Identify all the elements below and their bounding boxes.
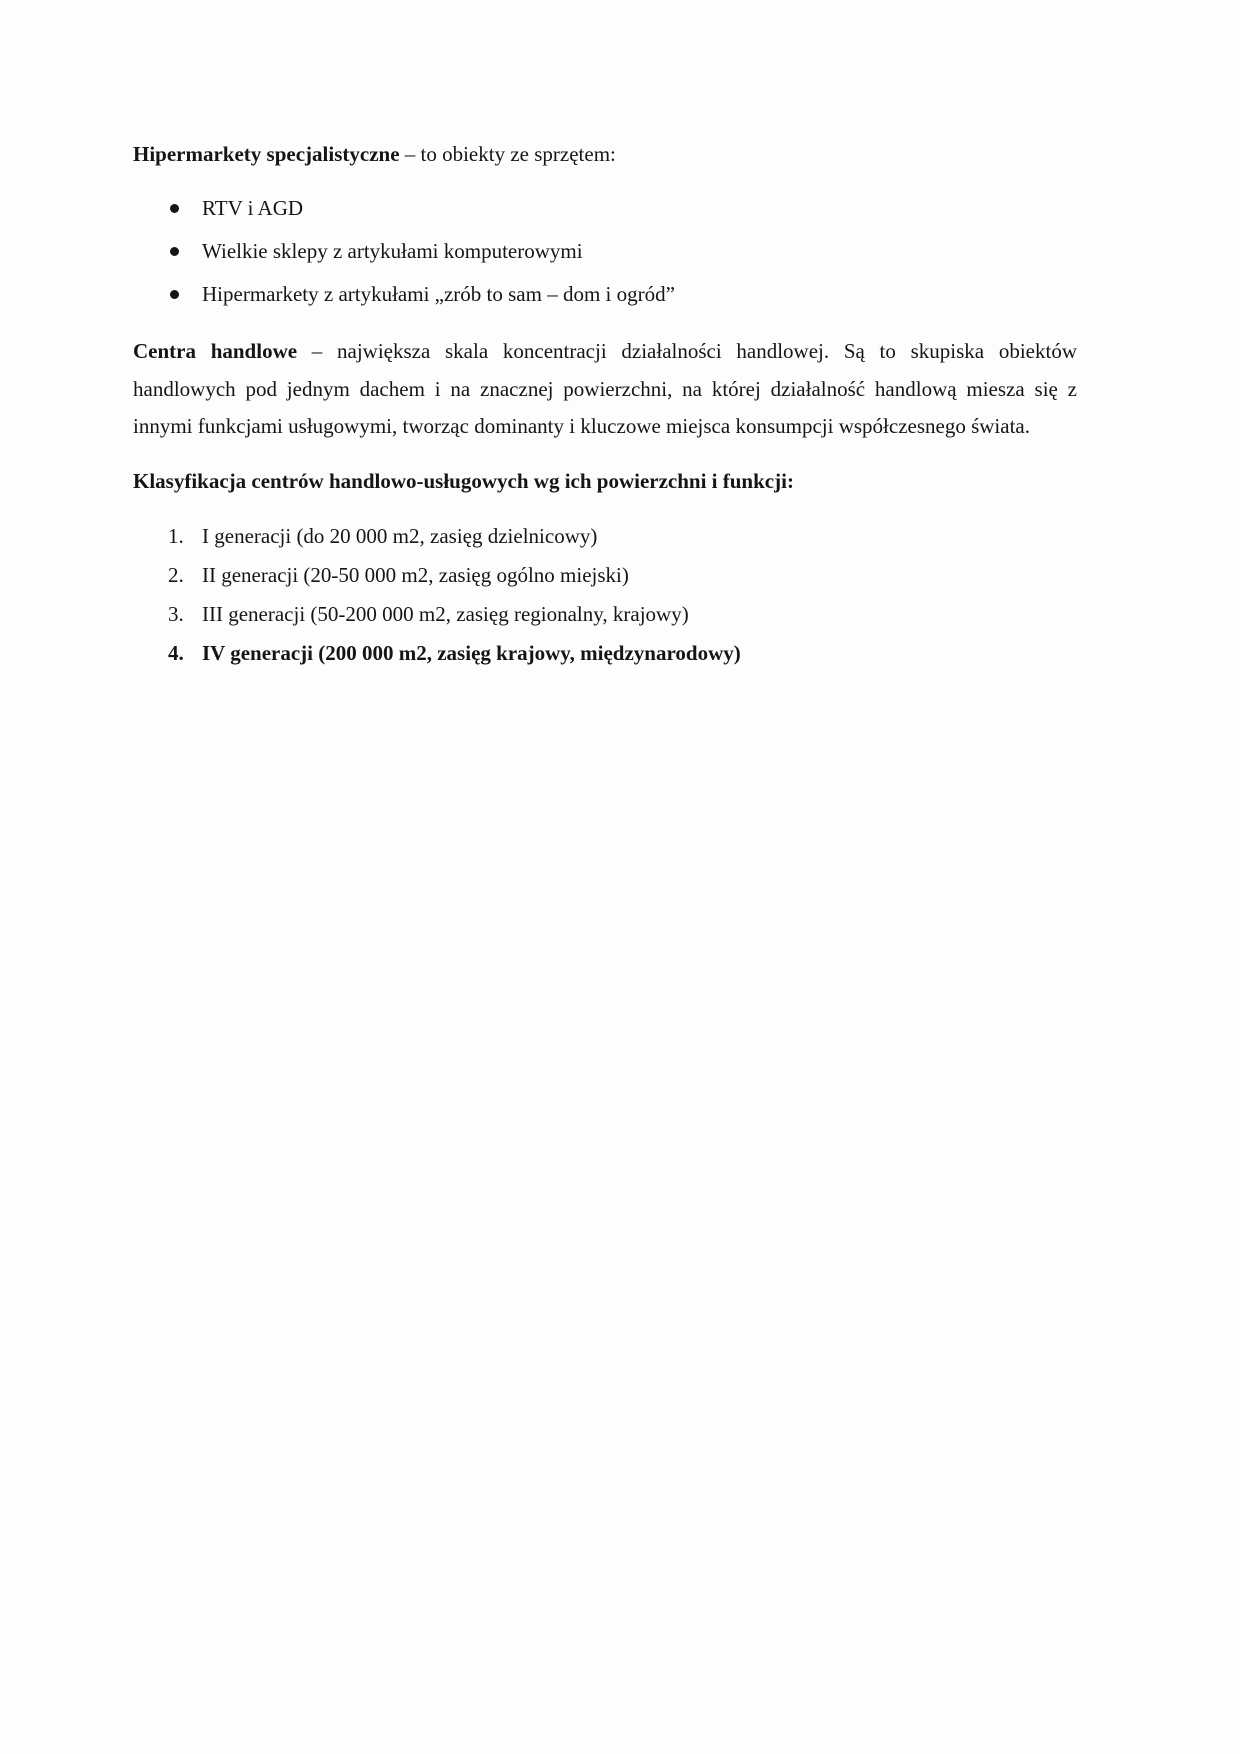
list-item (133, 238, 1077, 265)
bullet-icon (170, 204, 179, 213)
list-item (133, 281, 1077, 308)
hypermarkets-heading (133, 141, 1077, 168)
item-text: II generacji (20-50 000 m2, zasięg ogólno miejski) (202, 562, 629, 587)
hypermarkets-bullet-list (133, 195, 1077, 308)
item-number: 3. (168, 601, 184, 626)
classification-list (133, 523, 1077, 667)
bullet-text: RTV i AGD (202, 196, 304, 220)
shopping-centers-body: – największa skala koncentracji działalności handlowej. Są to skupiska obiektów handlowych pod jednym dachem i na znacznej powierzchni, na której działalność handlową miesza się z innymi funkcjami usługowymi, tworząc dominanty i kluczowe miejsca konsumpcji współczesnego świata. (133, 339, 1077, 438)
list-item (133, 195, 1077, 222)
shopping-centers-paragraph (133, 333, 1077, 446)
item-number: 2. (168, 562, 184, 587)
shopping-centers-lead: Centra handlowe (133, 339, 298, 363)
item-number: 1. (168, 523, 184, 548)
item-text: III generacji (50-200 000 m2, zasięg regionalny, krajowy) (202, 601, 689, 626)
list-item (133, 601, 1077, 628)
document-page (133, 141, 1077, 692)
list-item (133, 562, 1077, 589)
list-item (133, 523, 1077, 550)
bullet-icon (170, 247, 179, 256)
bullet-text: Wielkie sklepy z artykułami komputerowymi (202, 239, 583, 263)
hypermarkets-heading-bold: Hipermarkety specjalistyczne (133, 142, 400, 166)
hypermarkets-heading-rest: – to obiekty ze sprzętem: (399, 142, 616, 166)
item-text: IV generacji (200 000 m2, zasięg krajowy, międzynarodowy) (202, 640, 741, 665)
list-item (133, 640, 1077, 667)
item-text: I generacji (do 20 000 m2, zasięg dzielnicowy) (202, 523, 598, 548)
classification-heading: Klasyfikacja centrów handlowo-usługowych wg ich powierzchni i funkcji: (133, 468, 794, 493)
bullet-text: Hipermarkety z artykułami „zrób to sam – dom i ogród” (202, 282, 675, 306)
item-number: 4. (168, 640, 184, 665)
bullet-icon (170, 290, 179, 299)
